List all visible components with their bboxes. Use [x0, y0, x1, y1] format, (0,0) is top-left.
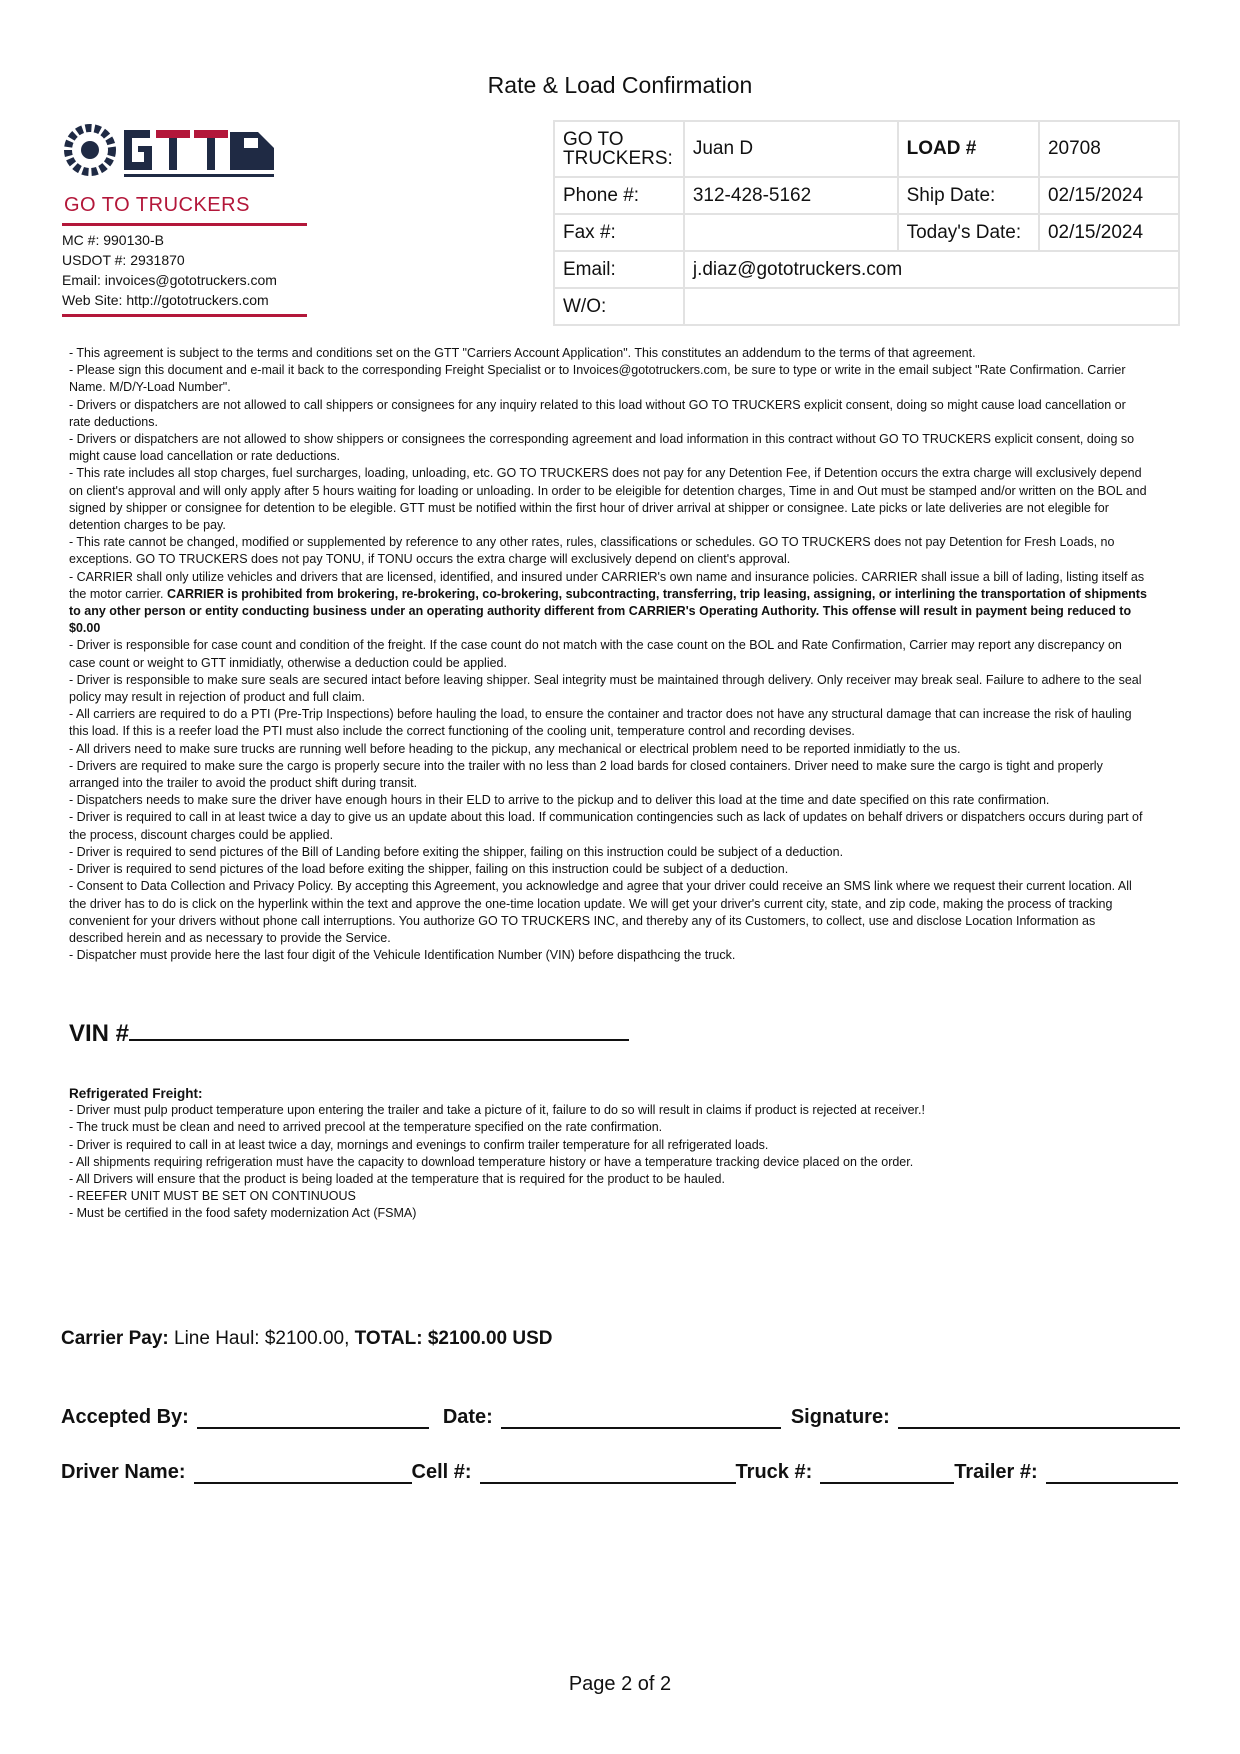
signature-field[interactable]	[898, 1405, 1180, 1429]
gtt-logo-icon	[62, 118, 287, 200]
term-item: - All carriers are required to do a PTI (Pre-Trip Inspections) before hauling the load, to ensure the container and tractor does not have any structural damage that can increase the risk of hauling this load. If this is a reefer load the PTI must also include the correct functioning of the cooling unit, temperature control and recording devises.	[69, 707, 1132, 739]
usdot-number: USDOT #: 2931870	[62, 252, 185, 268]
line-haul-amount: Line Haul: $2100.00,	[168, 1328, 355, 1349]
table-row	[554, 214, 1179, 251]
refrigerated-heading: Refrigerated Freight:	[69, 1086, 203, 1101]
carrier-pay	[61, 1328, 552, 1350]
term-item: - Drivers are required to make sure the cargo is properly secure into the trailer with no less than 2 load bards for closed containers. Driver need to make sure the cargo is tight and properly arranged into the trailer to avoid the product shift during transit.	[69, 758, 1103, 791]
trailer-field[interactable]	[1046, 1460, 1178, 1484]
truck-label: Truck #:	[735, 1461, 813, 1483]
term-item: - Drivers or dispatchers are not allowed to show shippers or consignees the corresponding agreement and load information in this contract without GO TO TRUCKERS explicit consent, doing so might cause load cancellation or rate deductions.	[69, 432, 1135, 464]
logo-divider	[62, 223, 307, 226]
broker-label-line2: TRUCKERS:	[563, 148, 673, 169]
table-row	[554, 251, 1179, 288]
refrigerated-item: - All shipments requiring refrigeration must have the capacity to download temperature history or have a temperature tracking device placed on the order.	[69, 1154, 914, 1169]
vin-field	[69, 1015, 629, 1048]
company-info	[62, 230, 312, 310]
term-item: - Driver is responsible for case count and condition of the freight. If the case count do not match with the case count on the BOL and Rate Confirmation, Carrier may report any discrepancy on case count or weight to GTT inmidiatly, otherwise a deduction could be applied.	[69, 638, 1122, 670]
table-row	[554, 121, 1179, 177]
carrier-pay-label: Carrier Pay:	[61, 1328, 169, 1349]
refrigerated-item: - All Drivers will ensure that the product is being loaded at the temperature that is required for the product to be hauled.	[69, 1172, 725, 1187]
term-item: - Driver is required to call in at least twice a day to give us an update about this load. If communication contingencies such as lack of updates on behalf drivers or dispatchers occurs during part of the process, discount charges could be applied.	[69, 810, 1143, 842]
email-value: j.diaz@gototruckers.com	[684, 251, 1179, 288]
cell-field[interactable]	[480, 1460, 736, 1484]
refrigerated-freight-section	[69, 1085, 1149, 1223]
term-item: - Drivers or dispatchers are not allowed to call shippers or consignees for any inquiry related to this load without GO TO TRUCKERS explicit consent, doing so might cause load cancellation or rate deductions.	[69, 397, 1126, 429]
mc-number: MC #: 990130-B	[62, 232, 164, 248]
term-bold-text: CARRIER is prohibited from brokering, re-brokering, co-brokering, subcontracting, transferring, trip leasing, assigning, or interlining the transportation of shipments to any other person or entity conducting business under an operating authority different from CARRIER's Operating Authority. This offense will result in payment being reduced to $0.00	[69, 586, 1147, 636]
terms-and-conditions	[69, 345, 1149, 964]
driver-name-label: Driver Name:	[61, 1461, 186, 1483]
load-number-label: LOAD #	[898, 121, 1039, 177]
load-header-table	[553, 120, 1180, 326]
wo-value	[684, 288, 1179, 325]
total-amount: TOTAL: $2100.00 USD	[354, 1328, 553, 1349]
cell-label: Cell #:	[411, 1461, 472, 1483]
refrigerated-item: - REEFER UNIT MUST BE SET ON CONTINUOUS	[69, 1189, 356, 1204]
page-number: Page 2 of 2	[568, 1673, 672, 1695]
term-item: - This rate includes all stop charges, fuel surcharges, loading, unloading, etc. GO TO TRUCKERS does not pay for any Detention Fee, if Detention occurs the extra charge will exclusively depend on client's approval and will only apply after 5 hours waiting for loading or unloading. In order to be eleigible for detention charges, Time in and Out must be stamped and/or written on the BOL and signed by shipper or consignee for detention to be elegible. GTT must be notified within the first hour of driver arrival at shipper or consignee. Late picks or late deliveries are not elegible for detention charges to be pay.	[69, 466, 1147, 533]
term-item: - This rate cannot be changed, modified or supplemented by reference to any other rates, rules, classifications or schedules. GO TO TRUCKERS does not pay Detention for Fresh Loads, no exceptions. GO TO TRUCKERS does not pay TONU, if TONU occurs the extra charge will exclusively depend on client's approval.	[69, 535, 1115, 567]
acceptance-row	[61, 1405, 1181, 1429]
term-text: - CARRIER shall only utilize vehicles and drivers that are licensed, identified, and insured under CARRIER's own name and insurance policies. CARRIER shall issue a bill of lading, listing itself as the motor carrier.	[69, 569, 1145, 601]
fax-label: Fax #:	[554, 214, 684, 251]
term-item: - Driver is required to send pictures of the Bill of Landing before exiting the shipper, failing on this instruction could be subject of a deduction.	[69, 844, 844, 859]
broker-label-line1: GO TO	[563, 129, 624, 150]
date-field[interactable]	[501, 1405, 781, 1429]
truck-field[interactable]	[820, 1460, 954, 1484]
vin-label: VIN #	[69, 1020, 130, 1047]
date-label: Date:	[442, 1406, 493, 1428]
todays-date-label: Today's Date:	[898, 214, 1039, 251]
table-row	[554, 177, 1179, 214]
refrigerated-item: - The truck must be clean and need to arrived precool at the temperature specified on the rate confirmation.	[69, 1120, 663, 1135]
document-title: Rate & Load Confirmation	[487, 72, 753, 98]
email-label: Email:	[554, 251, 684, 288]
driver-name-field[interactable]	[194, 1460, 412, 1484]
broker-contact: Juan D	[684, 121, 898, 177]
term-item: - Dispatchers needs to make sure the driver have enough hours in their ELD to arrive to the pickup and to deliver this load at the time and date specified on this rate confirmation.	[69, 793, 1050, 808]
driver-row	[61, 1460, 1181, 1484]
fax-value	[684, 214, 898, 251]
accepted-by-field[interactable]	[197, 1405, 429, 1429]
signature-label: Signature:	[790, 1406, 890, 1428]
term-item: - Dispatcher must provide here the last four digit of the Vehicule Identification Number (VIN) before dispathcing the truck.	[69, 948, 736, 963]
company-logo-block	[62, 118, 312, 317]
refrigerated-item: - Driver is required to call in at least twice a day, mornings and evenings to confirm trailer temperature for all refrigerated loads.	[69, 1137, 769, 1152]
load-number-value: 20708	[1039, 121, 1179, 177]
term-item: - This agreement is subject to the terms and conditions set on the GTT "Carriers Account Application". This constitutes an addendum to the terms of that agreement.	[69, 346, 976, 360]
refrigerated-item: - Must be certified in the food safety modernization Act (FSMA)	[69, 1206, 417, 1221]
company-website: Web Site: http://gototruckers.com	[62, 292, 269, 308]
table-row	[554, 288, 1179, 325]
phone-label: Phone #:	[554, 177, 684, 214]
accepted-by-label: Accepted By:	[61, 1406, 189, 1428]
term-item: - Consent to Data Collection and Privacy Policy. By accepting this Agreement, you acknowledge and agree that your driver could receive an SMS link where we request their current location. All the driver has to do is click on the hyperlink within the text and approve the one-time location update. We will get your driver's current city, state, and zip code, making the process of tracking convenient for your drivers without phone call interruptions. You authorize GO TO TRUCKERS INC, and thereby any of its Customers, to collect, use and disclose Location Information as described herein and as necessary to provide the Service.	[69, 879, 1132, 945]
vin-input-line[interactable]	[129, 1015, 629, 1041]
ship-date-label: Ship Date:	[898, 177, 1039, 214]
company-email: Email: invoices@gototruckers.com	[62, 272, 277, 288]
wo-label: W/O:	[554, 288, 684, 325]
refrigerated-item: - Driver must pulp product temperature upon entering the trailer and take a picture of it, failure to do so will result in claims if product is rejected at receiver.!	[69, 1103, 925, 1118]
phone-value: 312-428-5162	[684, 177, 898, 214]
term-item	[69, 569, 1149, 638]
trailer-label: Trailer #:	[954, 1461, 1038, 1483]
todays-date-value: 02/15/2024	[1039, 214, 1179, 251]
term-item: - Driver is responsible to make sure seals are secured intact before leaving shipper. Seal integrity must be maintained through delivery. Only receiver may break seal. Failure to adhere to the seal policy may result in rejection of product and full claim.	[69, 672, 1142, 705]
term-item: - Please sign this document and e-mail it back to the corresponding Freight Specialist or to Invoices@gototruckers.com, be sure to type or write in the email subject "Rate Confirmation. Carrier Name. M/D/Y-Load Number".	[69, 363, 1126, 395]
term-item: - Driver is required to send pictures of the load before exiting the shipper, failing on this instruction could be subject of a deduction.	[69, 862, 789, 877]
term-item: - All drivers need to make sure trucks are running well before heading to the pickup, any mechanical or electrical problem need to be reported inmidiatly to the us.	[69, 741, 961, 756]
ship-date-value: 02/15/2024	[1039, 177, 1179, 214]
info-divider	[62, 314, 307, 317]
broker-label-cell	[554, 121, 684, 177]
logo-tagline: GO TO TRUCKERS	[64, 194, 250, 216]
